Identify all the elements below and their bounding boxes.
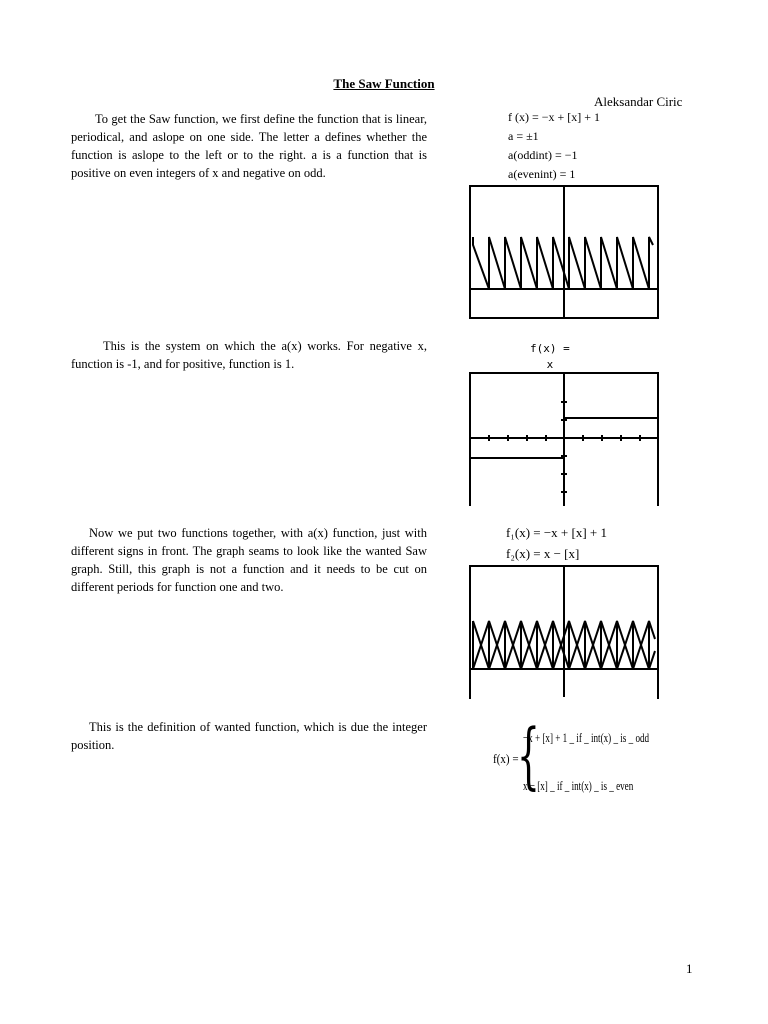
- equations-1: [508, 108, 600, 184]
- equation-sign-function: f(x) = x: [530, 338, 570, 387]
- equation-saw: f (x) = −x + [x] + 1: [508, 110, 601, 124]
- equation-f2: f₂(x) = x − [x]: [506, 546, 580, 561]
- sign-graph: [469, 372, 659, 506]
- paragraph-2: This is the system on which the a(x) works. For negative x, function is -1, and for positive, function is 1.: [71, 339, 427, 371]
- equation-a-odd: a(oddint) = −1: [508, 148, 578, 162]
- paragraph-4: This is the definition of wanted function, which is due the integer position.: [71, 720, 427, 752]
- author-name: Aleksandar Ciric: [594, 94, 683, 109]
- piecewise-lhs: f(x) =: [493, 751, 519, 766]
- left-brace-icon: {: [517, 713, 540, 797]
- equation-f1: f₁(x) = −x + [x] + 1: [506, 525, 608, 540]
- piecewise-case-even: x − [x] _ if _ int(x) _ is _ even: [523, 778, 634, 793]
- piecewise-case-odd: −x + [x] + 1 _ if _ int(x) _ is _ odd: [523, 730, 650, 745]
- equation-a-even: a(evenint) = 1: [508, 167, 576, 181]
- equations-3: [506, 522, 607, 564]
- combined-saw-graph: [469, 565, 659, 699]
- document-title: The Saw Function: [333, 76, 435, 91]
- fraction-numerator: x: [530, 358, 570, 373]
- paragraph-3: Now we put two functions together, with a(x) function, just with different signs in front. The graph seams to look like the wanted Saw graph. Still, this graph is not a function and it needs to be cut on different periods for function one and two.: [71, 526, 427, 594]
- paragraph-1: To get the Saw function, we first define the function that is linear, periodical, and aslope on one side. The letter a defines whether the function is aslope to the left or to the right. a is a function that is positive on even integers of x and negative on odd.: [71, 112, 427, 180]
- piecewise-definition: [491, 713, 651, 812]
- saw-graph: [469, 185, 659, 319]
- page-number: 1: [686, 961, 693, 976]
- equation-a: a = ±1: [508, 129, 539, 143]
